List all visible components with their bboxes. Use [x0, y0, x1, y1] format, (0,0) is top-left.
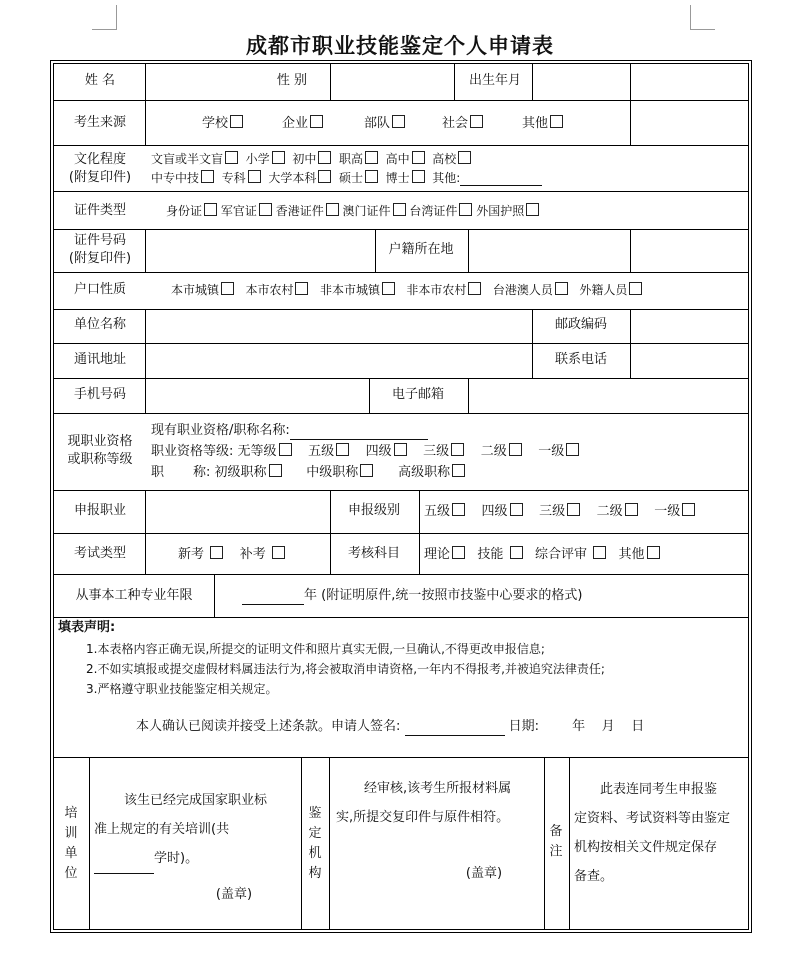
checkbox-icon[interactable]	[566, 443, 579, 456]
apply-level-option[interactable]: 四级	[482, 504, 523, 519]
years-label: 从事本工种专业年限	[75, 588, 193, 603]
checkbox-icon[interactable]	[230, 115, 243, 128]
edu-option[interactable]: 大学本科	[268, 171, 331, 185]
hukou-option[interactable]: 外籍人员	[579, 283, 642, 297]
apply-level-option[interactable]: 二级	[597, 504, 638, 519]
qual-level-option[interactable]: 二级	[481, 444, 522, 459]
qual-level-option[interactable]: 无等级	[238, 444, 292, 459]
name-label: 姓 名	[84, 73, 116, 88]
apply-level-label: 申报级别	[347, 503, 401, 518]
remark-label: 备 注	[549, 824, 563, 859]
cert-option[interactable]: 外国护照	[476, 204, 539, 218]
edu-option[interactable]: 博士	[386, 171, 425, 185]
declaration-heading: 填表声明:	[58, 620, 116, 635]
hukou-option[interactable]: 非本市农村	[406, 283, 481, 297]
checkbox-icon[interactable]	[452, 546, 465, 559]
cert-type-label: 证件类型	[73, 203, 127, 218]
edu-option[interactable]: 高校	[432, 152, 471, 166]
cert-option[interactable]: 身份证	[166, 204, 217, 218]
declaration-item: 2.不如实填报或提交虚假材料属违法行为,将会被取消申请资格,一年内不得报考,并被追究法律责任;	[86, 662, 605, 676]
qual-title-prompt-part: 职	[151, 465, 165, 480]
source-label: 考生来源	[73, 115, 127, 130]
checkbox-icon[interactable]	[259, 203, 272, 216]
hukou-label: 户口性质	[73, 282, 127, 297]
remark-text	[574, 775, 750, 891]
remark-text-line: 备查。	[574, 869, 614, 884]
address-label: 通讯地址	[73, 352, 127, 367]
checkbox-icon[interactable]	[272, 546, 285, 559]
edu-label: 文化程度	[73, 152, 127, 167]
checkbox-icon[interactable]	[412, 170, 425, 183]
checkbox-icon[interactable]	[526, 203, 539, 216]
checkbox-icon[interactable]	[625, 503, 638, 516]
source-option[interactable]: 部队	[364, 115, 405, 132]
checkbox-icon[interactable]	[365, 170, 378, 183]
training-text	[94, 786, 299, 874]
edu-sublabel: (附复印件)	[68, 170, 132, 185]
checkbox-icon[interactable]	[458, 151, 471, 164]
years-blank[interactable]	[242, 588, 304, 605]
checkbox-icon[interactable]	[204, 203, 217, 216]
exam-type-option[interactable]: 新考	[178, 547, 223, 562]
years-note: 年 (附证明原件,统一按照市技鉴中心要求的格式)	[304, 588, 583, 603]
hukou-options	[171, 282, 642, 297]
corner-mark-right	[690, 5, 715, 30]
id-number-sublabel: (附复印件)	[68, 251, 132, 266]
edu-option[interactable]: 高中	[386, 152, 425, 166]
checkbox-icon[interactable]	[412, 151, 425, 164]
qual-title-option[interactable]: 初级职称	[214, 465, 281, 480]
qualification-label: 现职业资格	[67, 434, 133, 449]
checkbox-icon[interactable]	[221, 282, 234, 295]
source-option[interactable]: 其他	[522, 115, 563, 132]
qual-level-prompt: 职业资格等级:	[151, 444, 234, 459]
date-day: 日	[631, 719, 645, 734]
remark-text-line: 机构按相关文件规定保存	[574, 840, 718, 855]
exam-subject-options	[424, 546, 660, 563]
email-label: 电子邮箱	[391, 387, 445, 402]
checkbox-icon[interactable]	[326, 203, 339, 216]
application-form	[53, 63, 749, 930]
checkbox-icon[interactable]	[295, 282, 308, 295]
training-unit-label: 培 训 单 位	[64, 806, 78, 881]
qual-name-line	[151, 423, 428, 440]
checkbox-icon[interactable]	[336, 443, 349, 456]
cert-options	[166, 203, 539, 218]
checkbox-icon[interactable]	[392, 115, 405, 128]
training-text-line: 该生已经完成国家职业标	[124, 793, 268, 808]
checkbox-icon[interactable]	[510, 503, 523, 516]
id-number-label: 证件号码	[73, 233, 127, 248]
qual-level-line	[151, 443, 579, 460]
years-line	[242, 588, 582, 605]
checkbox-icon[interactable]	[550, 115, 563, 128]
declaration-item: 3.严格遵守职业技能鉴定相关规定。	[86, 682, 278, 696]
checkbox-icon[interactable]	[452, 464, 465, 477]
remark-text-line: 此表连同考生申报鉴	[600, 782, 718, 797]
checkbox-icon[interactable]	[593, 546, 606, 559]
checkbox-icon[interactable]	[279, 443, 292, 456]
edu-other-blank[interactable]	[460, 171, 542, 186]
checkbox-icon[interactable]	[510, 546, 523, 559]
checkbox-icon[interactable]	[509, 443, 522, 456]
date-year: 年	[572, 719, 586, 734]
edu-other: 其他:	[432, 171, 461, 185]
apply-level-option[interactable]: 三级	[539, 504, 580, 519]
date-month: 月	[601, 719, 615, 734]
checkbox-icon[interactable]	[360, 464, 373, 477]
edu-option[interactable]: 专科	[222, 171, 261, 185]
checkbox-icon[interactable]	[468, 282, 481, 295]
qual-level-option[interactable]: 四级	[366, 444, 407, 459]
source-option[interactable]: 企业	[282, 115, 323, 132]
edu-option[interactable]: 文盲或半文盲	[151, 152, 238, 166]
appraisal-text-line: 实,所提交复印件与原件相符。	[336, 810, 510, 825]
qual-title-line	[151, 464, 465, 481]
edu-option[interactable]: 硕士	[339, 171, 378, 185]
source-option[interactable]: 社会	[442, 115, 483, 132]
checkbox-icon[interactable]	[555, 282, 568, 295]
qual-level-option[interactable]: 三级	[423, 444, 464, 459]
checkbox-icon[interactable]	[647, 546, 660, 559]
checkbox-icon[interactable]	[382, 282, 395, 295]
qual-level-option[interactable]: 一级	[538, 444, 579, 459]
training-seal: (盖章)	[215, 887, 253, 902]
hukou-option[interactable]: 本市农村	[245, 283, 308, 297]
postcode-label: 邮政编码	[554, 317, 608, 332]
qual-title-option[interactable]: 高级职称	[398, 465, 465, 480]
training-text-line: 准上规定的有关培训(共	[94, 822, 230, 837]
exam-type-label: 考试类型	[73, 546, 127, 561]
apply-level-option[interactable]: 一级	[654, 504, 695, 519]
checkbox-icon[interactable]	[567, 503, 580, 516]
checkbox-icon[interactable]	[225, 151, 238, 164]
apply-level-options	[424, 503, 695, 520]
appraisal-org-label: 鉴 定 机 构	[308, 806, 322, 881]
exam-subject-option[interactable]: 其他	[619, 547, 660, 562]
remark-text-line: 定资料、考试资料等由鉴定	[574, 811, 731, 826]
corner-mark-left	[92, 5, 117, 30]
checkbox-icon[interactable]	[272, 151, 285, 164]
appraisal-text	[336, 774, 541, 832]
edu-option[interactable]: 中专中技	[151, 171, 214, 185]
form-title: 成都市职业技能鉴定个人申请表	[246, 34, 554, 58]
cert-option[interactable]: 台湾证件	[409, 204, 472, 218]
exam-subject-label: 考核科目	[347, 546, 401, 561]
qual-name-blank[interactable]	[290, 423, 428, 440]
checkbox-icon[interactable]	[201, 170, 214, 183]
edu-option-line1	[151, 151, 471, 166]
source-option[interactable]: 学校	[202, 115, 243, 132]
checkbox-icon[interactable]	[394, 443, 407, 456]
phone-label: 联系电话	[554, 352, 608, 367]
gender-label: 性 别	[276, 73, 308, 88]
hukou-option[interactable]: 非本市城镇	[320, 283, 395, 297]
checkbox-icon[interactable]	[629, 282, 642, 295]
exam-type-option[interactable]: 补考	[240, 547, 285, 562]
checkbox-icon[interactable]	[451, 443, 464, 456]
checkbox-icon[interactable]	[318, 151, 331, 164]
checkbox-icon[interactable]	[470, 115, 483, 128]
edu-option[interactable]: 初中	[292, 152, 331, 166]
qual-title-option[interactable]: 中级职称	[306, 465, 373, 480]
cert-option[interactable]: 军官证	[221, 204, 272, 218]
exam-subject-option[interactable]: 技能	[477, 547, 522, 562]
apply-level-option[interactable]: 五级	[424, 504, 465, 519]
checkbox-icon[interactable]	[310, 115, 323, 128]
hukou-option[interactable]: 台港澳人员	[493, 283, 568, 297]
qual-level-option[interactable]: 五级	[308, 444, 349, 459]
date-label: 日期:	[508, 719, 540, 734]
appraisal-seal: (盖章)	[465, 866, 503, 881]
hours-blank[interactable]	[94, 844, 154, 874]
training-text-line: 学时)。	[154, 851, 199, 866]
qualification-sublabel: 或职称等级	[67, 452, 133, 467]
qual-name-prompt: 现有职业资格/职称名称:	[151, 423, 290, 438]
edu-option-line2	[151, 170, 542, 186]
checkbox-icon[interactable]	[318, 170, 331, 183]
declaration-confirm-line	[136, 719, 644, 736]
hukou-option[interactable]: 本市城镇	[171, 283, 234, 297]
birth-label: 出生年月	[468, 73, 522, 88]
signature-blank[interactable]	[405, 719, 505, 736]
checkbox-icon[interactable]	[393, 203, 406, 216]
declaration-item: 1.本表格内容正确无误,所提交的证明文件和照片真实无假,一旦确认,不得更改申报信息;	[86, 642, 545, 656]
cert-option[interactable]: 澳门证件	[343, 204, 406, 218]
checkbox-icon[interactable]	[365, 151, 378, 164]
cert-option[interactable]: 香港证件	[276, 204, 339, 218]
appraisal-text-line: 经审核,该考生所报材料属	[364, 781, 512, 796]
exam-type-options	[178, 546, 285, 563]
declaration-confirm: 本人确认已阅读并接受上述条款。申请人签名:	[136, 719, 401, 734]
unit-label: 单位名称	[73, 317, 127, 332]
checkbox-icon[interactable]	[210, 546, 223, 559]
exam-subject-option[interactable]: 综合评审	[535, 547, 606, 562]
apply-occupation-label: 申报职业	[73, 503, 127, 518]
checkbox-icon[interactable]	[248, 170, 261, 183]
checkbox-icon[interactable]	[452, 503, 465, 516]
checkbox-icon[interactable]	[269, 464, 282, 477]
huji-label: 户籍所在地	[388, 242, 454, 257]
edu-option[interactable]: 小学	[246, 152, 285, 166]
edu-option[interactable]: 职高	[339, 152, 378, 166]
checkbox-icon[interactable]	[459, 203, 472, 216]
mobile-label: 手机号码	[73, 387, 127, 402]
checkbox-icon[interactable]	[682, 503, 695, 516]
qual-title-prompt-part: 称:	[192, 465, 211, 480]
exam-subject-option[interactable]: 理论	[424, 547, 465, 562]
